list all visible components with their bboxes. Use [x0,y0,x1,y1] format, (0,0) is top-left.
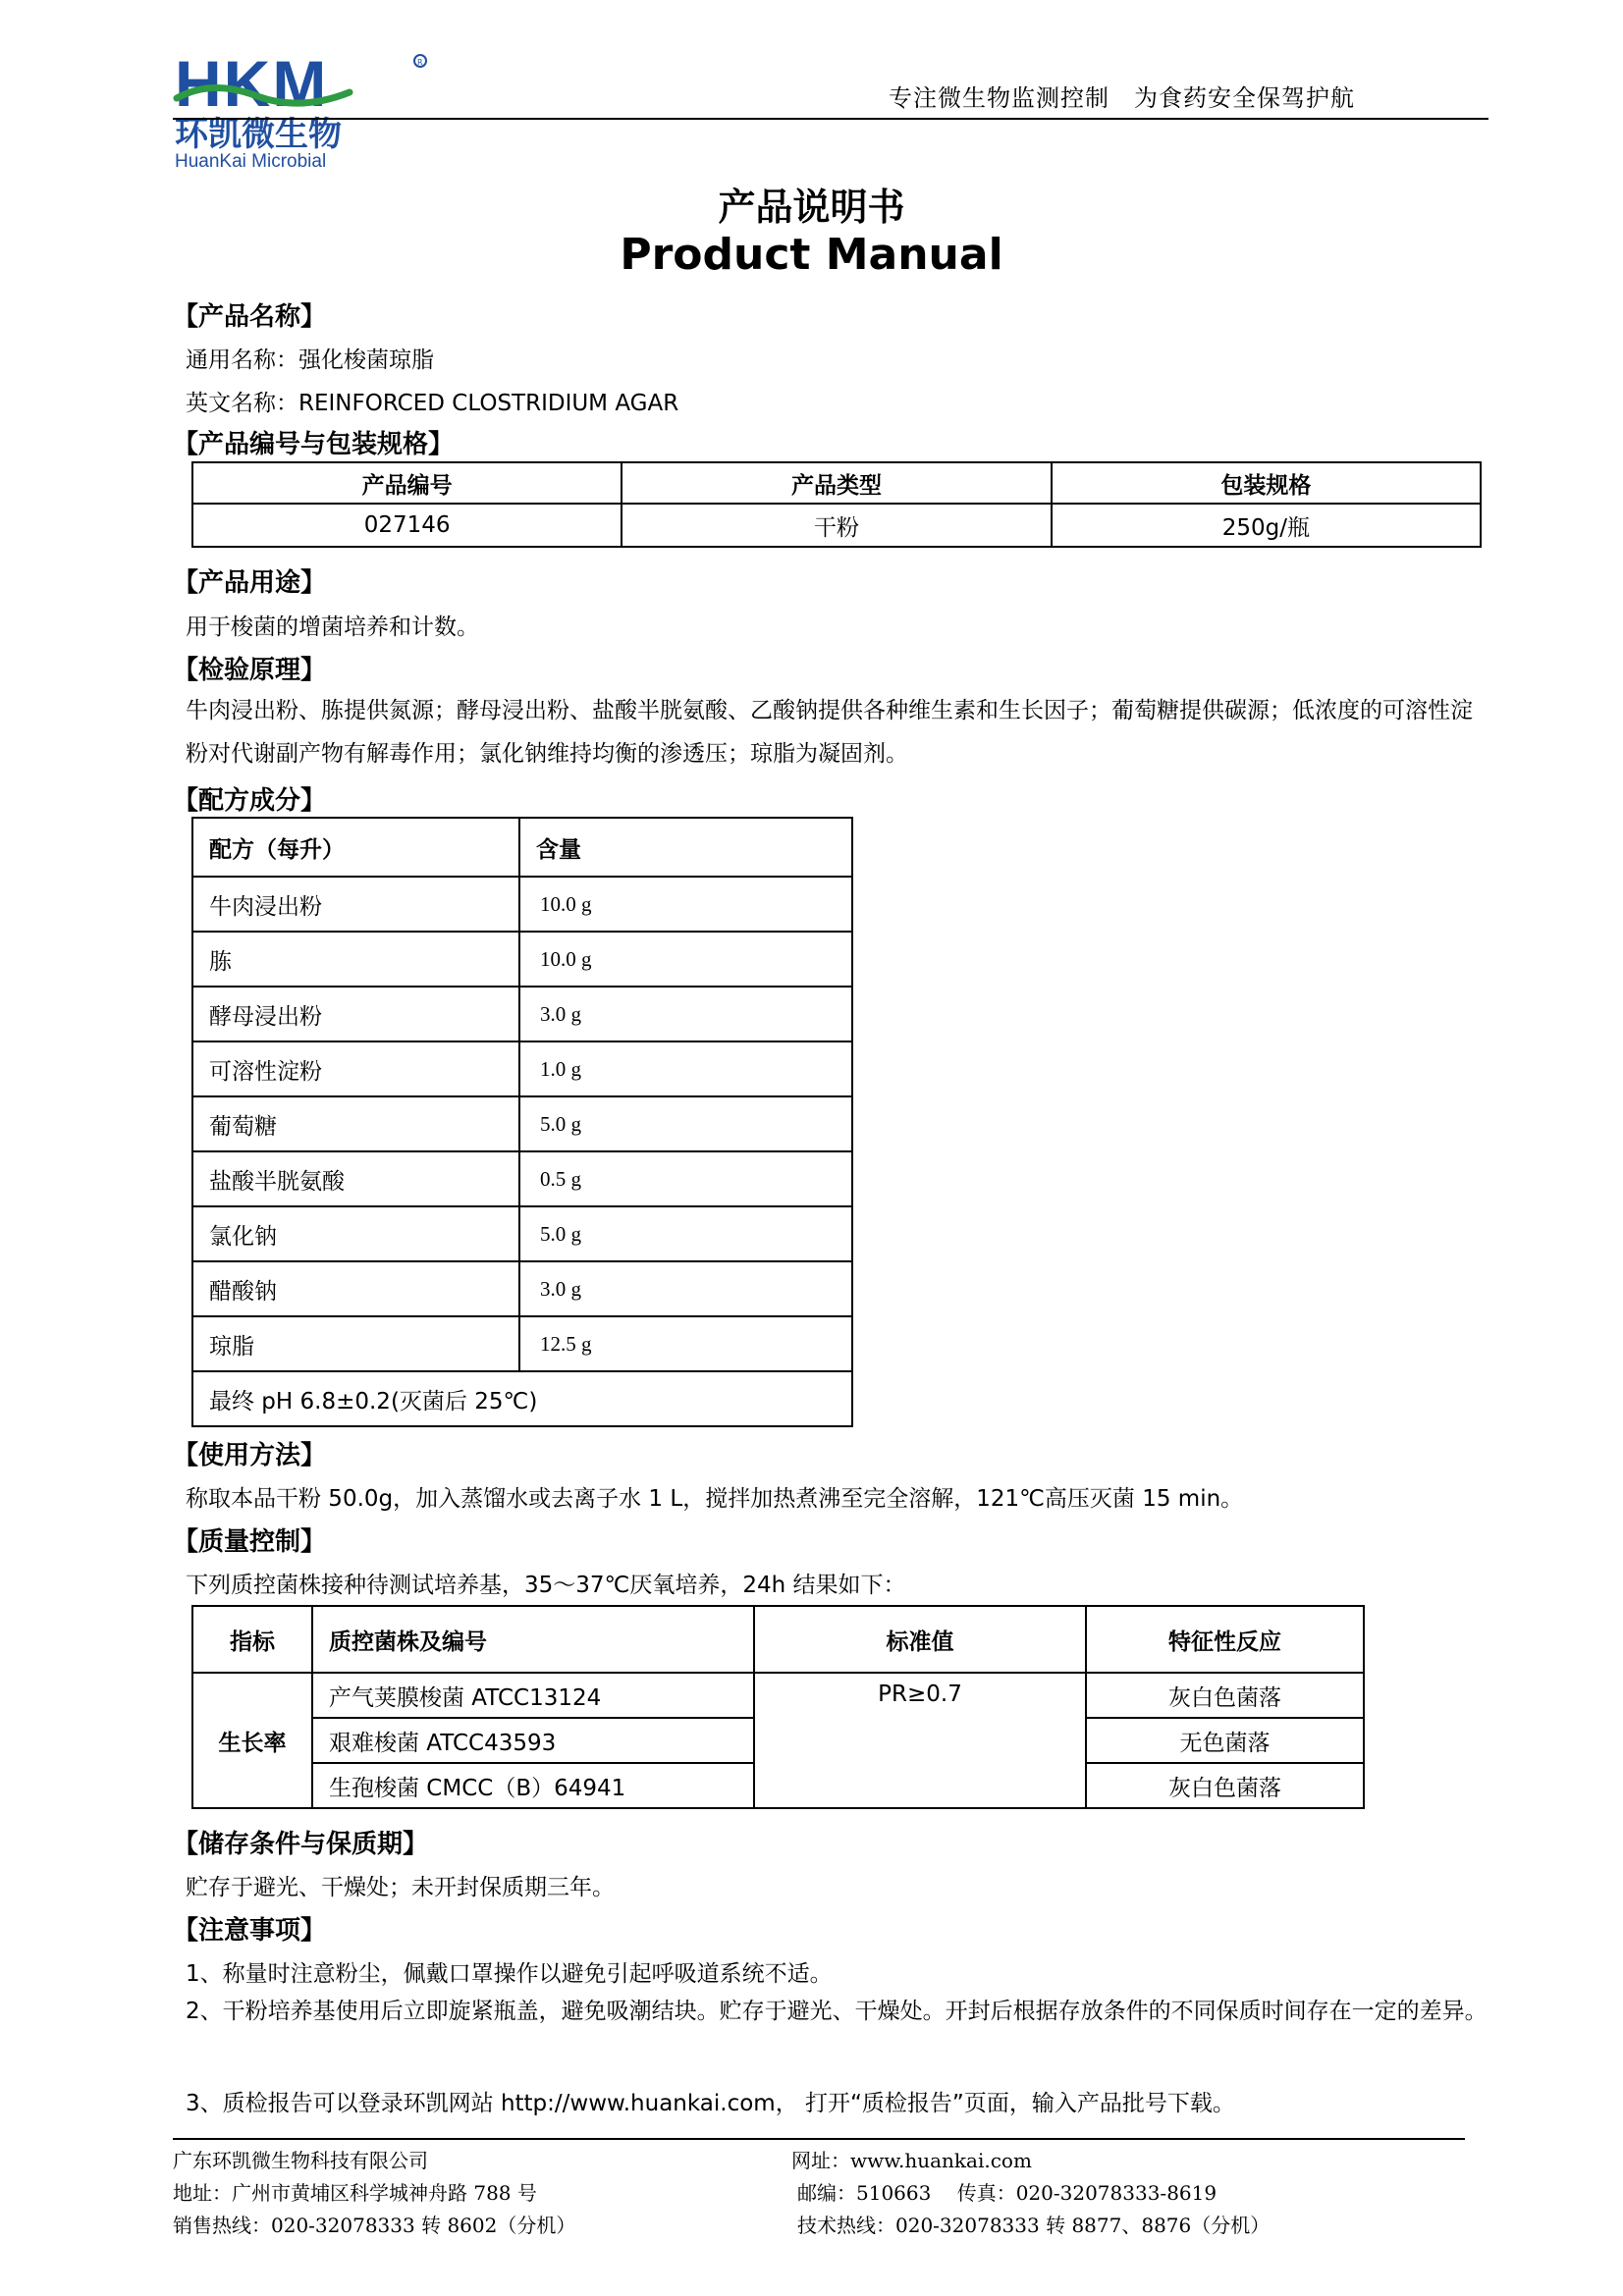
table-row [192,504,1481,547]
section-heading-package: 【产品编号与包装规格】 [173,430,455,459]
footer-website: 网址：www.huankai.com [791,2149,1032,2172]
section-heading-principle: 【检验原理】 [173,656,327,685]
footer-sales-hotline: 销售热线：020-32078333 转 8602（分机） [173,2214,576,2237]
package-header-code: 产品编号 [192,462,622,504]
qc-strain: 产气荚膜梭菌 ATCC13124 [312,1673,754,1718]
ingredient: 可溶性淀粉 [192,1041,519,1096]
table-row [192,1316,852,1371]
ingredient: 胨 [192,932,519,987]
section-heading-method: 【使用方法】 [173,1441,327,1470]
ingredient: 葡萄糖 [192,1096,519,1151]
footer-address: 地址：广州市黄埔区科学城神舟路 788 号 [173,2181,537,2205]
table-row [192,1041,852,1096]
qc-reaction: 灰白色菌落 [1086,1763,1364,1808]
table-row [192,1206,852,1261]
qc-reaction: 无色菌落 [1086,1718,1364,1763]
table-row [192,1096,852,1151]
table-row [192,932,852,987]
storage-text: 贮存于避光、干燥处；未开封保质期三年。 [186,1875,615,1900]
section-heading-product-name: 【产品名称】 [173,302,327,332]
table-row [192,987,852,1041]
company-logo [173,49,458,171]
table-row [192,1261,852,1316]
qc-header-standard: 标准值 [754,1606,1086,1673]
principle-text: 牛肉浸出粉、胨提供氮源；酵母浸出粉、盐酸半胱氨酸、乙酸钠提供各种维生素和生长因子；葡萄糖提供碳源；低浓度的可溶性淀粉对代谢副产物有解毒作用；氯化钠维持均衡的渗透压；琼脂为凝固剂。 [186,698,1473,767]
table-row [192,1673,1364,1718]
package-table [191,461,1482,548]
header-tagline: 专注微生物监测控制 为食药安全保驾护航 [889,84,1355,112]
ingredient: 牛肉浸出粉 [192,877,519,932]
amount: 5.0 g [519,1206,852,1261]
section-heading-storage: 【储存条件与保质期】 [173,1830,429,1859]
note-item: 2、干粉培养基使用后立即旋紧瓶盖，避免吸潮结块。贮存于避光、干燥处。开封后根据存放条件的不同保质时间存在一定的差异。 [186,1999,1488,2024]
amount: 12.5 g [519,1316,852,1371]
svg-text:HKM: HKM [175,49,329,120]
qc-indicator: 生长率 [192,1673,312,1808]
method-text: 称取本品干粉 50.0g，加入蒸馏水或去离子水 1 L，搅拌加热煮沸至完全溶解，121℃高压灭菌 15 min。 [186,1486,1244,1512]
table-row [192,1151,852,1206]
amount: 10.0 g [519,932,852,987]
package-type: 干粉 [622,504,1051,547]
section-heading-formula: 【配方成分】 [173,786,327,816]
amount: 1.0 g [519,1041,852,1096]
formula-header-ingredient: 配方（每升） [192,818,519,877]
qc-header-reaction: 特征性反应 [1086,1606,1364,1673]
section-heading-notes: 【注意事项】 [173,1916,327,1946]
english-name: 英文名称：REINFORCED CLOSTRIDIUM AGAR [186,391,679,416]
amount: 0.5 g [519,1151,852,1206]
ingredient: 琼脂 [192,1316,519,1371]
qc-standard: PR≥0.7 [754,1673,1086,1808]
qc-header-strain: 质控菌株及编号 [312,1606,754,1673]
title-en: Product Manual [620,230,1003,280]
package-code: 027146 [192,504,622,547]
final-ph: 最终 pH 6.8±0.2(灭菌后 25℃) [192,1371,852,1426]
section-heading-use: 【产品用途】 [173,568,327,598]
common-name: 通用名称：强化梭菌琼脂 [186,347,434,373]
qc-intro: 下列质控菌株接种待测试培养基，35～37℃厌氧培养，24h 结果如下： [186,1573,906,1598]
ingredient: 酵母浸出粉 [192,987,519,1041]
use-text: 用于梭菌的增菌培养和计数。 [186,614,479,640]
table-row [192,877,852,932]
qc-strain: 艰难梭菌 ATCC43593 [312,1718,754,1763]
ingredient: 盐酸半胱氨酸 [192,1151,519,1206]
amount: 3.0 g [519,1261,852,1316]
note-item: 3、质检报告可以登录环凯网站 http://www.huankai.com， 打开“质检报告”页面，输入产品批号下载。 [186,2091,1235,2116]
amount: 10.0 g [519,877,852,932]
title-zh: 产品说明书 [718,186,905,229]
footer-tech-hotline: 技术热线：020-32078333 转 8877、8876（分机） [797,2214,1271,2237]
package-spec: 250g/瓶 [1052,504,1481,547]
amount: 5.0 g [519,1096,852,1151]
svg-text:R: R [417,58,423,67]
qc-table [191,1605,1365,1809]
formula-table [191,817,853,1427]
formula-header-amount: 含量 [519,818,852,877]
amount: 3.0 g [519,987,852,1041]
svg-text:HuanKai Microbial: HuanKai Microbial [175,151,327,171]
package-header-spec: 包装规格 [1052,462,1481,504]
footer-company: 广东环凯微生物科技有限公司 [173,2149,428,2172]
footer-divider [173,2138,1465,2140]
footer-postcode-fax: 邮编：510663 传真：020-32078333-8619 [797,2181,1217,2205]
section-heading-qc: 【质量控制】 [173,1527,327,1557]
svg-text:环凯微生物: 环凯微生物 [175,115,342,154]
qc-header-indicator: 指标 [192,1606,312,1673]
ingredient: 氯化钠 [192,1206,519,1261]
ingredient: 醋酸钠 [192,1261,519,1316]
qc-reaction: 灰白色菌落 [1086,1673,1364,1718]
package-header-type: 产品类型 [622,462,1051,504]
header-divider [173,118,1488,120]
note-item: 1、称量时注意粉尘，佩戴口罩操作以避免引起呼吸道系统不适。 [186,1961,833,1987]
qc-strain: 生孢梭菌 CMCC（B）64941 [312,1763,754,1808]
